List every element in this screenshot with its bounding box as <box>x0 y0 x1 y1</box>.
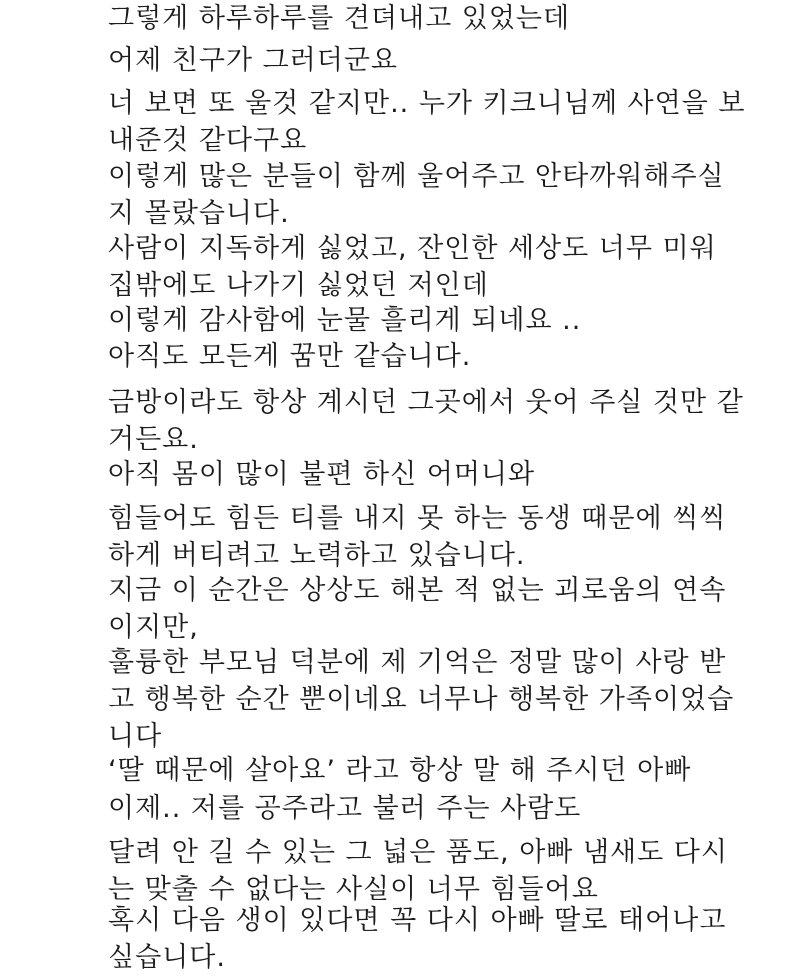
paragraph-7 <box>108 338 708 375</box>
text-line: 지 몰랐습니다. <box>108 198 290 229</box>
paragraph-1 <box>108 0 708 37</box>
paragraph-2 <box>108 42 708 79</box>
text-line: 내준것 같다구요 <box>108 125 308 156</box>
paragraph-16 <box>108 902 727 976</box>
paragraph-10 <box>108 500 727 574</box>
paragraph-4 <box>108 158 725 232</box>
text-line: 니다 <box>108 721 163 752</box>
text-line: 싶습니다. <box>108 942 226 973</box>
text-line: 집밖에도 나가기 싫었던 저인데 <box>108 270 489 301</box>
paragraph-12 <box>108 644 735 755</box>
paragraph-14 <box>108 790 708 827</box>
text-line: ‘딸 때문에 살아요’ 라고 항상 말 해 주시던 아빠 <box>108 755 692 786</box>
text-line: 힘들어도 힘든 티를 내지 못 하는 동생 때문에 씩씩 <box>108 503 727 534</box>
text-line: 아직도 모든게 꿈만 같습니다. <box>108 341 472 372</box>
text-line: 고 행복한 순간 뿐이네요 너무나 행복한 가족이었습 <box>108 684 735 715</box>
paragraph-11 <box>108 572 727 646</box>
paragraph-6 <box>108 302 708 339</box>
text-line: 이제.. 저를 공주라고 불러 주는 사람도 <box>108 793 582 824</box>
text-line: 이렇게 많은 분들이 함께 울어주고 안타까워해주실 <box>108 161 725 192</box>
text-line: 하게 버티려고 노력하고 있습니다. <box>108 540 526 571</box>
text-line: 혹시 다음 생이 있다면 꼭 다시 아빠 딸로 태어나고 <box>108 905 727 936</box>
paragraph-5 <box>108 230 717 304</box>
text-line: 달려 안 길 수 있는 그 넓은 품도, 아빠 냄새도 다시 <box>108 837 728 868</box>
text-line: 지금 이 순간은 상상도 해본 적 없는 괴로움의 연속 <box>108 575 727 606</box>
paragraph-8 <box>108 384 744 458</box>
text-line: 그렇게 하루하루를 견뎌내고 있었는데 <box>108 3 571 34</box>
text-line: 이렇게 감사함에 눈물 흘리게 되네요 .. <box>108 305 582 336</box>
text-line: 어제 친구가 그러더군요 <box>108 45 398 76</box>
text-line: 아직 몸이 많이 불편 하신 어머니와 <box>108 459 536 490</box>
paragraph-15 <box>108 834 728 908</box>
text-line: 훌륭한 부모님 덕분에 제 기억은 정말 많이 사랑 받 <box>108 647 727 678</box>
text-line: 사람이 지독하게 싫었고, 잔인한 세상도 너무 미워 <box>108 233 717 264</box>
text-line: 거든요. <box>108 424 199 455</box>
text-line: 이지만, <box>108 612 199 643</box>
text-line: 너 보면 또 울것 같지만.. 누가 키크니님께 사연을 보 <box>108 88 746 119</box>
paragraph-3 <box>108 85 746 159</box>
paragraph-13 <box>108 752 708 789</box>
text-line: 금방이라도 항상 계시던 그곳에서 웃어 주실 것만 같 <box>108 387 744 418</box>
text-line: 는 맞출 수 없다는 사실이 너무 힘들어요 <box>108 874 599 905</box>
paragraph-9 <box>108 456 708 493</box>
